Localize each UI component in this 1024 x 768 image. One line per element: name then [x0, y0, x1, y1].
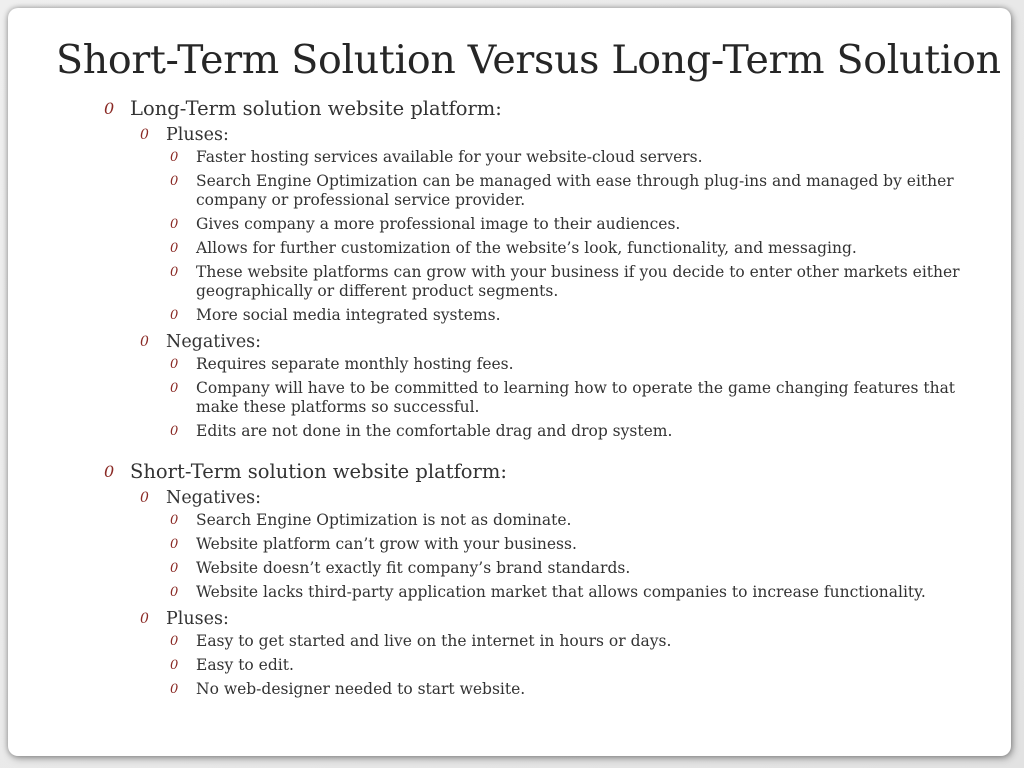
bullet-icon: 0: [140, 334, 149, 350]
section-item: [104, 458, 984, 699]
group-item: [140, 330, 984, 441]
list-item: [170, 559, 984, 578]
list-item: [170, 239, 984, 258]
list-item-text: Website doesn’t exactly fit company’s brand standards.: [196, 559, 631, 577]
group-list: [130, 123, 984, 441]
list-item: [170, 583, 984, 602]
bullet-icon: 0: [170, 357, 179, 372]
list-item-text: Gives company a more professional image to their audiences.: [196, 215, 681, 233]
list-item-text: Easy to edit.: [196, 656, 294, 674]
bullet-icon: 0: [140, 127, 149, 143]
bullet-icon: 0: [170, 634, 179, 649]
bullet-icon: 0: [170, 537, 179, 552]
group-list: [130, 486, 984, 699]
list-item-text: Website platform can’t grow with your business.: [196, 535, 577, 553]
bullet-icon: 0: [104, 99, 115, 118]
list-item-text: These website platforms can grow with your business if you decide to enter other markets either geographically or different product segments.: [196, 263, 960, 300]
bullet-icon: 0: [170, 585, 179, 600]
list-item-text: Easy to get started and live on the internet in hours or days.: [196, 632, 672, 650]
point-list: [170, 510, 984, 602]
group-item: [140, 607, 984, 699]
bullet-icon: 0: [140, 611, 149, 627]
group-item: [140, 486, 984, 602]
list-item-text: Requires separate monthly hosting fees.: [196, 355, 514, 373]
list-item-text: More social media integrated systems.: [196, 306, 501, 324]
bullet-icon: 0: [170, 561, 179, 576]
point-list: [170, 354, 984, 441]
list-item: [170, 379, 984, 417]
bullet-icon: 0: [104, 462, 115, 481]
list-item: [170, 306, 984, 325]
list-item: [170, 632, 984, 651]
bullet-icon: 0: [170, 658, 179, 673]
section-heading: Long-Term solution website platform:: [130, 97, 502, 120]
list-item: [170, 263, 984, 301]
group-item: [140, 123, 984, 325]
section-item: [104, 95, 984, 441]
point-list: [170, 631, 984, 699]
list-item-text: Edits are not done in the comfortable drag and drop system.: [196, 422, 673, 440]
group-label: Pluses:: [166, 125, 229, 145]
bullet-icon: 0: [170, 513, 179, 528]
bullet-icon: 0: [170, 241, 179, 256]
list-item-text: Company will have to be committed to learning how to operate the game changing features that make these platforms so successful.: [196, 379, 956, 416]
list-item: [170, 172, 984, 210]
list-item: [170, 215, 984, 234]
bullet-icon: 0: [140, 490, 149, 506]
bullet-icon: 0: [170, 381, 179, 396]
list-item: [170, 511, 984, 530]
bullet-icon: 0: [170, 424, 179, 439]
list-item: [170, 680, 984, 699]
list-item-text: Faster hosting services available for your website-cloud servers.: [196, 148, 703, 166]
list-item: [170, 355, 984, 374]
bullet-icon: 0: [170, 217, 179, 232]
list-item-text: Allows for further customization of the website’s look, functionality, and messaging.: [196, 239, 857, 257]
list-item: [170, 148, 984, 167]
slide-outline: [104, 95, 984, 704]
list-item-text: Search Engine Optimization is not as dominate.: [196, 511, 572, 529]
bullet-icon: 0: [170, 308, 179, 323]
bullet-icon: 0: [170, 174, 179, 189]
group-label: Negatives:: [166, 488, 262, 508]
list-item: [170, 535, 984, 554]
slide-title: Short-Term Solution Versus Long-Term Solution: [56, 37, 1001, 83]
point-list: [170, 147, 984, 325]
bullet-icon: 0: [170, 682, 179, 697]
group-label: Negatives:: [166, 332, 262, 352]
list-item: [170, 656, 984, 675]
list-item-text: Search Engine Optimization can be managed with ease through plug-ins and managed by either company or professional service provider.: [196, 172, 954, 209]
section-heading: Short-Term solution website platform:: [130, 460, 507, 483]
list-item-text: No web-designer needed to start website.: [196, 680, 526, 698]
group-label: Pluses:: [166, 609, 229, 629]
list-item: [170, 422, 984, 441]
bullet-icon: 0: [170, 265, 179, 280]
list-item-text: Website lacks third-party application market that allows companies to increase functionality.: [196, 583, 926, 601]
bullet-icon: 0: [170, 150, 179, 165]
